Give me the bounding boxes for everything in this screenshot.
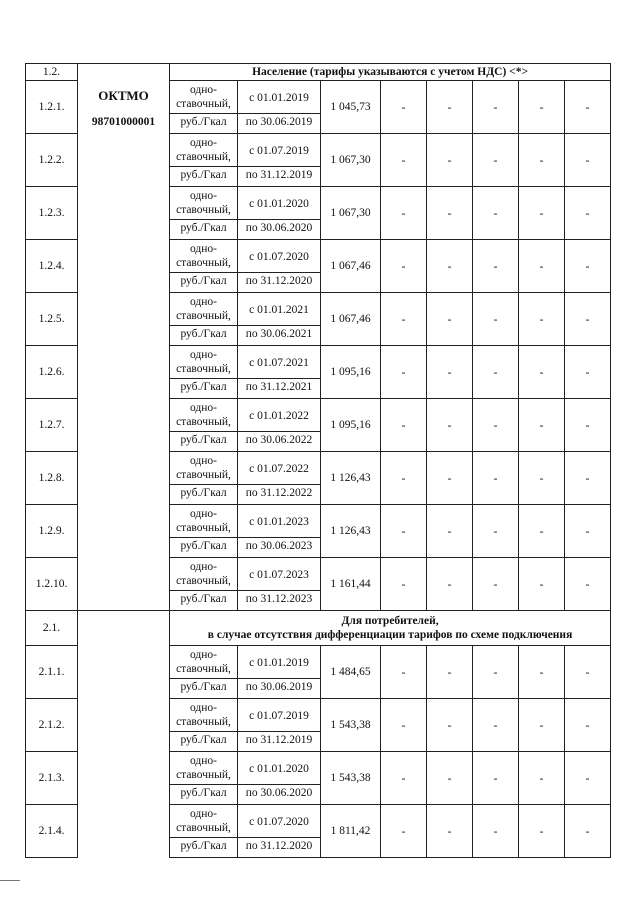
tariff-type [170, 752, 238, 805]
tariff-type-line: ставочный, [176, 98, 231, 110]
tariff-period [238, 805, 321, 858]
tariff-type [170, 646, 238, 699]
period-to: по 31.12.2021 [245, 381, 313, 393]
empty-value-dash: - [473, 240, 519, 293]
empty-value-dash: - [565, 558, 611, 611]
empty-value-dash: - [473, 558, 519, 611]
tariff-type-line: одно- [189, 349, 217, 361]
tariff-period [238, 346, 321, 399]
tariff-type-line: одно- [189, 755, 217, 767]
empty-value-dash: - [427, 752, 473, 805]
tariff-table [25, 63, 611, 858]
empty-value-dash: - [519, 699, 565, 752]
period-from: с 01.01.2020 [238, 754, 320, 785]
empty-value-dash: - [565, 187, 611, 240]
tariff-unit: руб./Гкал [170, 325, 237, 343]
empty-value-dash: - [519, 752, 565, 805]
empty-value-dash: - [519, 399, 565, 452]
tariff-type-line: ставочный, [176, 769, 231, 781]
empty-value-dash: - [565, 134, 611, 187]
empty-value-dash: - [381, 81, 427, 134]
tariff-type-line: ставочный, [176, 822, 231, 834]
row-number: 1.2.10. [26, 558, 78, 611]
tariff-type-line: ставочный, [176, 310, 231, 322]
table-row [26, 646, 611, 699]
period-to: по 31.12.2023 [245, 593, 313, 605]
period-from: с 01.07.2022 [238, 454, 320, 485]
empty-value-dash: - [427, 240, 473, 293]
tariff-period [238, 699, 321, 752]
oktmo-cell [78, 81, 170, 611]
tariff-unit: руб./Гкал [170, 731, 237, 749]
empty-value-dash: - [427, 558, 473, 611]
period-from: с 01.07.2023 [238, 560, 320, 591]
empty-value-dash: - [427, 505, 473, 558]
empty-value-dash: - [381, 558, 427, 611]
period-to: по 30.06.2019 [245, 116, 313, 128]
period-from: с 01.07.2020 [238, 242, 320, 273]
period-from: с 01.01.2020 [238, 189, 320, 220]
tariff-unit: руб./Гкал [170, 590, 237, 608]
tariff-type-line: одно- [189, 84, 217, 96]
empty-value-dash: - [473, 399, 519, 452]
tariff-unit: руб./Гкал [170, 219, 237, 237]
empty-value-dash: - [381, 452, 427, 505]
section-number: 1.2. [26, 64, 78, 81]
tariff-type-line: ставочный, [176, 257, 231, 269]
tariff-unit: руб./Гкал [170, 378, 237, 396]
empty-value-dash: - [519, 452, 565, 505]
empty-value-dash: - [381, 805, 427, 858]
empty-value-dash: - [519, 505, 565, 558]
empty-value-dash: - [473, 505, 519, 558]
tariff-period [238, 646, 321, 699]
empty-value-dash: - [473, 134, 519, 187]
period-from: с 01.01.2019 [238, 83, 320, 114]
tariff-period [238, 240, 321, 293]
row-number: 1.2.2. [26, 134, 78, 187]
table-row [26, 81, 611, 134]
tariff-type-line: ставочный, [176, 416, 231, 428]
period-from: с 01.01.2021 [238, 295, 320, 326]
tariff-period [238, 452, 321, 505]
tariff-type [170, 81, 238, 134]
tariff-type-line: одно- [189, 455, 217, 467]
oktmo-label: ОКТМО [98, 87, 149, 103]
section-oktmo-spacer [78, 611, 170, 646]
period-to: по 30.06.2023 [245, 540, 313, 552]
row-number: 1.2.9. [26, 505, 78, 558]
period-to: по 31.12.2020 [245, 840, 313, 852]
tariff-type-line: одно- [189, 808, 217, 820]
tariff-unit: руб./Гкал [170, 113, 237, 131]
empty-value-dash: - [381, 293, 427, 346]
row-number: 2.1.3. [26, 752, 78, 805]
period-to: по 30.06.2021 [245, 328, 313, 340]
tariff-type-line: ставочный, [176, 716, 231, 728]
tariff-value: 1 067,46 [321, 293, 381, 346]
empty-value-dash: - [381, 240, 427, 293]
empty-value-dash: - [427, 134, 473, 187]
tariff-type-line: одно- [189, 649, 217, 661]
empty-value-dash: - [565, 240, 611, 293]
period-to: по 31.12.2019 [245, 169, 313, 181]
empty-value-dash: - [473, 646, 519, 699]
tariff-type [170, 699, 238, 752]
tariff-value: 1 543,38 [321, 752, 381, 805]
section-title-line: в случае отсутствия дифференциации тарифов по схеме подключения [207, 629, 573, 641]
oktmo-code: 98701000001 [91, 115, 156, 128]
row-number: 1.2.3. [26, 187, 78, 240]
empty-value-dash: - [473, 293, 519, 346]
tariff-type [170, 293, 238, 346]
tariff-value: 1 543,38 [321, 699, 381, 752]
empty-value-dash: - [381, 699, 427, 752]
period-from: с 01.01.2022 [238, 401, 320, 432]
tariff-type-line: ставочный, [176, 575, 231, 587]
tariff-type-line: ставочный, [176, 522, 231, 534]
tariff-table-body [26, 64, 611, 858]
empty-value-dash: - [519, 240, 565, 293]
period-to: по 30.06.2020 [245, 222, 313, 234]
empty-value-dash: - [565, 346, 611, 399]
empty-value-dash: - [519, 646, 565, 699]
tariff-period [238, 558, 321, 611]
section-title-line: Население (тарифы указываются с учетом НДС) <*> [252, 66, 529, 78]
tariff-type-line: ставочный, [176, 363, 231, 375]
empty-value-dash: - [427, 399, 473, 452]
empty-value-dash: - [519, 187, 565, 240]
tariff-value: 1 067,46 [321, 240, 381, 293]
section-header-row [26, 611, 611, 646]
empty-value-dash: - [427, 699, 473, 752]
row-number: 1.2.8. [26, 452, 78, 505]
empty-value-dash: - [565, 505, 611, 558]
empty-value-dash: - [473, 752, 519, 805]
section-title [170, 64, 611, 81]
tariff-value: 1 126,43 [321, 452, 381, 505]
row-number: 2.1.4. [26, 805, 78, 858]
row-number: 1.2.5. [26, 293, 78, 346]
tariff-type-line: одно- [189, 137, 217, 149]
period-to: по 30.06.2020 [245, 787, 313, 799]
empty-value-dash: - [565, 646, 611, 699]
period-from: с 01.01.2023 [238, 507, 320, 538]
tariff-unit: руб./Гкал [170, 678, 237, 696]
tariff-type [170, 346, 238, 399]
tariff-unit: руб./Гкал [170, 166, 237, 184]
row-number: 1.2.1. [26, 81, 78, 134]
period-to: по 31.12.2020 [245, 275, 313, 287]
tariff-period [238, 81, 321, 134]
tariff-type-line: ставочный, [176, 204, 231, 216]
footer-rule [0, 880, 20, 881]
tariff-type [170, 134, 238, 187]
tariff-value: 1 095,16 [321, 399, 381, 452]
oktmo-cell [78, 646, 170, 858]
tariff-value: 1 484,65 [321, 646, 381, 699]
empty-value-dash: - [427, 187, 473, 240]
empty-value-dash: - [381, 346, 427, 399]
empty-value-dash: - [427, 293, 473, 346]
tariff-unit: руб./Гкал [170, 784, 237, 802]
period-from: с 01.01.2019 [238, 648, 320, 679]
empty-value-dash: - [519, 558, 565, 611]
empty-value-dash: - [565, 805, 611, 858]
tariff-value: 1 811,42 [321, 805, 381, 858]
empty-value-dash: - [519, 81, 565, 134]
empty-value-dash: - [473, 346, 519, 399]
tariff-unit: руб./Гкал [170, 484, 237, 502]
empty-value-dash: - [519, 805, 565, 858]
tariff-value: 1 161,44 [321, 558, 381, 611]
period-to: по 30.06.2022 [245, 434, 313, 446]
tariff-type-line: ставочный, [176, 663, 231, 675]
empty-value-dash: - [519, 346, 565, 399]
empty-value-dash: - [427, 346, 473, 399]
empty-value-dash: - [381, 134, 427, 187]
tariff-type-line: одно- [189, 702, 217, 714]
tariff-period [238, 293, 321, 346]
tariff-value: 1 045,73 [321, 81, 381, 134]
row-number: 1.2.4. [26, 240, 78, 293]
tariff-type-line: ставочный, [176, 469, 231, 481]
empty-value-dash: - [381, 752, 427, 805]
period-to: по 31.12.2022 [245, 487, 313, 499]
tariff-type [170, 558, 238, 611]
empty-value-dash: - [427, 81, 473, 134]
empty-value-dash: - [565, 399, 611, 452]
tariff-unit: руб./Гкал [170, 272, 237, 290]
tariff-type [170, 240, 238, 293]
tariff-unit: руб./Гкал [170, 537, 237, 555]
period-from: с 01.07.2019 [238, 136, 320, 167]
empty-value-dash: - [381, 646, 427, 699]
section-number: 2.1. [26, 611, 78, 646]
empty-value-dash: - [519, 293, 565, 346]
tariff-value: 1 095,16 [321, 346, 381, 399]
empty-value-dash: - [427, 452, 473, 505]
tariff-value: 1 126,43 [321, 505, 381, 558]
empty-value-dash: - [473, 452, 519, 505]
tariff-period [238, 505, 321, 558]
empty-value-dash: - [565, 452, 611, 505]
empty-value-dash: - [427, 805, 473, 858]
tariff-type [170, 805, 238, 858]
tariff-type-line: одно- [189, 402, 217, 414]
empty-value-dash: - [381, 505, 427, 558]
empty-value-dash: - [519, 134, 565, 187]
row-number: 1.2.7. [26, 399, 78, 452]
empty-value-dash: - [473, 699, 519, 752]
section-title [170, 611, 611, 646]
period-from: с 01.07.2021 [238, 348, 320, 379]
row-number: 1.2.6. [26, 346, 78, 399]
tariff-period [238, 134, 321, 187]
period-to: по 30.06.2019 [245, 681, 313, 693]
tariff-type-line: ставочный, [176, 151, 231, 163]
tariff-type [170, 187, 238, 240]
tariff-type-line: одно- [189, 296, 217, 308]
tariff-unit: руб./Гкал [170, 431, 237, 449]
empty-value-dash: - [473, 805, 519, 858]
tariff-type-line: одно- [189, 508, 217, 520]
tariff-type-line: одно- [189, 190, 217, 202]
tariff-period [238, 752, 321, 805]
section-title-line: Для потребителей, [341, 615, 439, 627]
empty-value-dash: - [565, 699, 611, 752]
empty-value-dash: - [565, 752, 611, 805]
empty-value-dash: - [381, 187, 427, 240]
empty-value-dash: - [381, 399, 427, 452]
tariff-type-line: одно- [189, 243, 217, 255]
period-from: с 01.07.2019 [238, 701, 320, 732]
section-header-row [26, 64, 611, 81]
tariff-unit: руб./Гкал [170, 837, 237, 855]
tariff-period [238, 187, 321, 240]
empty-value-dash: - [473, 187, 519, 240]
tariff-period [238, 399, 321, 452]
period-to: по 31.12.2019 [245, 734, 313, 746]
empty-value-dash: - [565, 81, 611, 134]
empty-value-dash: - [565, 293, 611, 346]
row-number: 2.1.1. [26, 646, 78, 699]
empty-value-dash: - [427, 646, 473, 699]
period-from: с 01.07.2020 [238, 807, 320, 838]
tariff-type [170, 452, 238, 505]
tariff-type [170, 399, 238, 452]
row-number: 2.1.2. [26, 699, 78, 752]
tariff-value: 1 067,30 [321, 134, 381, 187]
empty-value-dash: - [473, 81, 519, 134]
tariff-type [170, 505, 238, 558]
tariff-type-line: одно- [189, 561, 217, 573]
tariff-value: 1 067,30 [321, 187, 381, 240]
section-oktmo-spacer [78, 64, 170, 81]
